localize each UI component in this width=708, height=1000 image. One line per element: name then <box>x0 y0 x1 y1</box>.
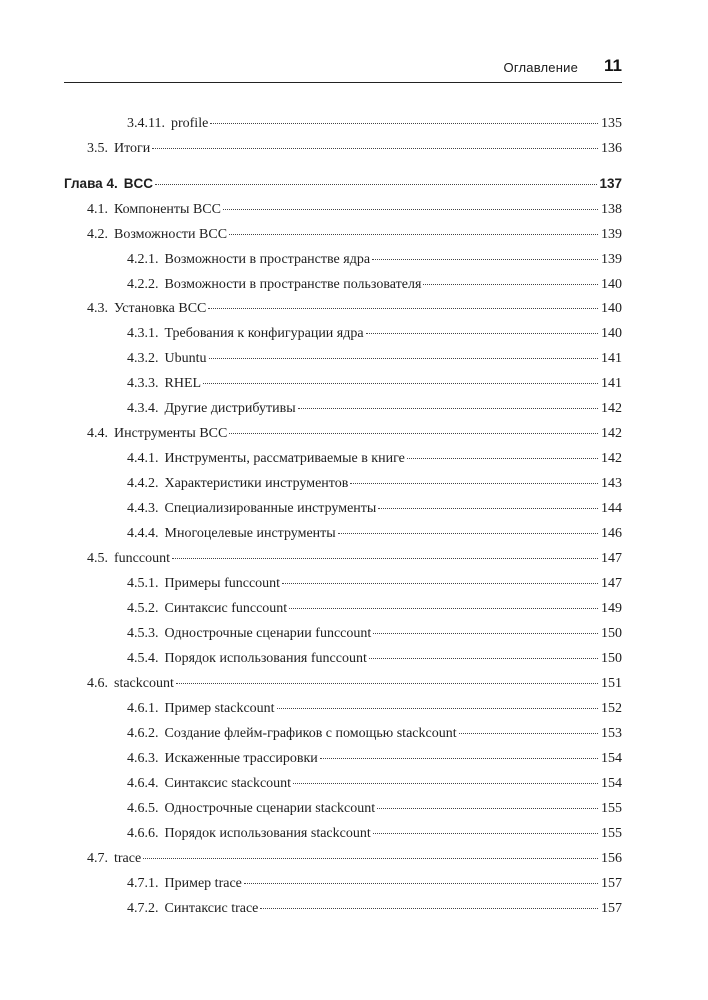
toc-entry-title: Искаженные трассировки <box>164 751 318 766</box>
toc-entry-title: Пример trace <box>164 876 242 891</box>
dot-leader <box>260 907 598 909</box>
toc-entry-number: 4.4.2. <box>127 476 159 491</box>
toc-entry-title: Синтаксис trace <box>164 901 259 916</box>
toc-entry-page: 157 <box>601 901 622 916</box>
toc-entry <box>127 599 622 619</box>
header-page-number: 11 <box>604 56 622 75</box>
dot-leader <box>223 208 598 210</box>
toc-entry-number: 4.6.5. <box>127 801 159 816</box>
toc-entry-number: 4.6.3. <box>127 751 159 766</box>
dot-leader <box>423 283 598 285</box>
toc-entry <box>127 275 622 295</box>
toc-entry-title: Создание флейм-графиков с помощью stackcount <box>164 726 457 741</box>
toc-entry-title: Другие дистрибутивы <box>164 401 296 416</box>
toc-entry <box>127 114 622 134</box>
dot-leader <box>377 807 598 809</box>
toc-entry-page: 144 <box>601 501 622 516</box>
dot-leader <box>210 122 598 124</box>
dot-leader <box>143 857 598 859</box>
toc-entry-number: 4.2. <box>87 227 108 242</box>
toc-entry <box>127 824 622 844</box>
toc-entry-title: Синтаксис funccount <box>164 601 288 616</box>
toc-entry <box>127 749 622 769</box>
toc-entry-number: 4.5.4. <box>127 651 159 666</box>
toc-entry-number: 4.1. <box>87 202 108 217</box>
toc-entry-page: 147 <box>601 551 622 566</box>
toc-entry <box>127 699 622 719</box>
toc-entry-title: Ubuntu <box>164 351 207 366</box>
toc-entry <box>87 139 622 159</box>
toc-entry <box>127 799 622 819</box>
toc-entry-number: 4.4.3. <box>127 501 159 516</box>
toc-entry-title: Однострочные сценарии funccount <box>164 626 372 641</box>
toc-entry <box>127 574 622 594</box>
toc-entry <box>87 849 622 869</box>
toc-entry-title: Компоненты BCC <box>114 202 221 217</box>
toc-entry-title: Однострочные сценарии stackcount <box>164 801 376 816</box>
dot-leader <box>203 382 598 384</box>
toc-entry-page: 140 <box>601 301 622 316</box>
toc-entry <box>127 474 622 494</box>
toc-entry-page: 154 <box>601 776 622 791</box>
toc-entry <box>127 724 622 744</box>
toc-entry-title: Инструменты BCC <box>114 426 228 441</box>
toc-entry-title: Характеристики инструментов <box>164 476 349 491</box>
toc-entry-number: 4.4.4. <box>127 526 159 541</box>
toc-entry-title: Требования к конфигурации ядра <box>164 326 364 341</box>
toc-entry-number: 4.6.2. <box>127 726 159 741</box>
toc-entry-page: 157 <box>601 876 622 891</box>
dot-leader <box>369 657 598 659</box>
dot-leader <box>155 183 598 185</box>
toc-entry-number: 4.7.1. <box>127 876 159 891</box>
toc-entry-page: 142 <box>601 426 622 441</box>
toc-entry <box>127 524 622 544</box>
toc-entry <box>87 200 622 220</box>
toc-entry-number: 4.4.1. <box>127 451 159 466</box>
toc-entry-title: Возможности в пространстве ядра <box>164 252 371 267</box>
dot-leader <box>282 582 598 584</box>
dot-leader <box>229 432 598 434</box>
running-header <box>64 56 622 83</box>
toc-entry-page: 142 <box>601 401 622 416</box>
toc-entry <box>127 349 622 369</box>
toc-entry-page: 140 <box>601 326 622 341</box>
toc-entry-page: 143 <box>601 476 622 491</box>
toc-entry <box>87 549 622 569</box>
toc-entry-title: Возможности в пространстве пользователя <box>164 277 422 292</box>
toc-entry-number: 4.3.3. <box>127 376 159 391</box>
toc-entry-number: 3.5. <box>87 141 108 156</box>
toc-entry-page: 155 <box>601 801 622 816</box>
dot-leader <box>244 882 598 884</box>
dot-leader <box>350 482 598 484</box>
toc-entry <box>127 649 622 669</box>
toc-entry-number: 4.6.6. <box>127 826 159 841</box>
toc-entry-number: 4.7.2. <box>127 901 159 916</box>
toc-entry <box>127 250 622 270</box>
toc-entry-title: stackcount <box>114 676 174 691</box>
dot-leader <box>378 507 598 509</box>
toc-entry-number: 4.4. <box>87 426 108 441</box>
toc-entry-number: 4.5.1. <box>127 576 159 591</box>
toc-entry-page: 152 <box>601 701 622 716</box>
dot-leader <box>320 757 598 759</box>
toc-entry-page: 147 <box>601 576 622 591</box>
toc-entry-page: 139 <box>601 252 622 267</box>
dot-leader <box>277 707 598 709</box>
toc-entry <box>87 674 622 694</box>
dot-leader <box>366 332 598 334</box>
toc-entry-title: funccount <box>114 551 170 566</box>
toc-entry <box>127 499 622 519</box>
toc-entry-title: Синтаксис stackcount <box>164 776 292 791</box>
toc-entry-page: 142 <box>601 451 622 466</box>
dot-leader <box>407 457 598 459</box>
toc-entry <box>87 225 622 245</box>
toc-entry-page: 146 <box>601 526 622 541</box>
dot-leader <box>293 782 598 784</box>
toc-entry-title: Установка BCC <box>114 301 207 316</box>
toc-entry-page: 137 <box>599 176 622 191</box>
dot-leader <box>298 407 598 409</box>
toc-entry-title: Пример stackcount <box>164 701 275 716</box>
dot-leader <box>372 258 598 260</box>
toc-entry-number: 4.3. <box>87 301 108 316</box>
dot-leader <box>373 632 598 634</box>
toc-entry-number: 4.3.1. <box>127 326 159 341</box>
toc-entry <box>127 874 622 894</box>
toc-entry-title: Возможности BCC <box>114 227 228 242</box>
toc-entry-page: 140 <box>601 277 622 292</box>
toc-entry-page: 141 <box>601 376 622 391</box>
toc-entry-page: 155 <box>601 826 622 841</box>
toc-entry-page: 156 <box>601 851 622 866</box>
toc-entry-title: Специализированные инструменты <box>164 501 377 516</box>
toc-entry <box>127 774 622 794</box>
toc-entry-page: 154 <box>601 751 622 766</box>
toc-entry-page: 150 <box>601 651 622 666</box>
toc-entry-number: 4.3.2. <box>127 351 159 366</box>
toc-entry-title: profile <box>170 116 209 131</box>
toc-entry-number: Глава 4. <box>64 176 118 191</box>
toc-entry-page: 149 <box>601 601 622 616</box>
dot-leader <box>172 557 598 559</box>
toc-entry-title: Многоцелевые инструменты <box>164 526 336 541</box>
toc-entry-title: BCC <box>123 176 153 191</box>
header-title: Оглавление <box>503 60 578 75</box>
toc-entry <box>87 299 622 319</box>
toc-entry-number: 4.2.2. <box>127 277 159 292</box>
toc-entry-number: 4.5.3. <box>127 626 159 641</box>
toc-chapter-entry <box>64 174 622 194</box>
toc-entry-number: 4.5. <box>87 551 108 566</box>
toc-entry-page: 141 <box>601 351 622 366</box>
toc-entry-page: 138 <box>601 202 622 217</box>
toc-entry <box>127 374 622 394</box>
toc-entry-number: 3.4.11. <box>127 116 165 131</box>
toc-entry <box>127 324 622 344</box>
toc-entry-page: 151 <box>601 676 622 691</box>
dot-leader <box>208 307 598 309</box>
toc-entry-page: 150 <box>601 626 622 641</box>
toc-entry-page: 135 <box>601 116 622 131</box>
toc-entry-title: Примеры funccount <box>164 576 281 591</box>
toc-entry-page: 153 <box>601 726 622 741</box>
toc-entry-title: RHEL <box>164 376 202 391</box>
dot-leader <box>289 607 598 609</box>
dot-leader <box>229 233 598 235</box>
toc-entry-page: 139 <box>601 227 622 242</box>
toc-entry <box>87 424 622 444</box>
toc-entry <box>127 899 622 919</box>
dot-leader <box>152 147 598 149</box>
toc-entry-number: 4.6. <box>87 676 108 691</box>
toc-entry-title: trace <box>114 851 142 866</box>
toc-entry-number: 4.2.1. <box>127 252 159 267</box>
toc-entry-page: 136 <box>601 141 622 156</box>
toc-entry-number: 4.5.2. <box>127 601 159 616</box>
dot-leader <box>209 357 599 359</box>
toc-entry <box>127 624 622 644</box>
toc-entry <box>127 399 622 419</box>
toc-entry-number: 4.6.1. <box>127 701 159 716</box>
toc-entry-title: Порядок использования funccount <box>164 651 367 666</box>
toc-entry-title: Итоги <box>114 141 151 156</box>
dot-leader <box>176 682 598 684</box>
toc-entry-number: 4.7. <box>87 851 108 866</box>
toc-entry-number: 4.3.4. <box>127 401 159 416</box>
toc-entry-title: Инструменты, рассматриваемые в книге <box>164 451 405 466</box>
dot-leader <box>338 532 598 534</box>
toc-entry-number: 4.6.4. <box>127 776 159 791</box>
dot-leader <box>459 732 598 734</box>
dot-leader <box>373 832 598 834</box>
toc-entry <box>127 449 622 469</box>
toc-entry-title: Порядок использования stackcount <box>164 826 371 841</box>
